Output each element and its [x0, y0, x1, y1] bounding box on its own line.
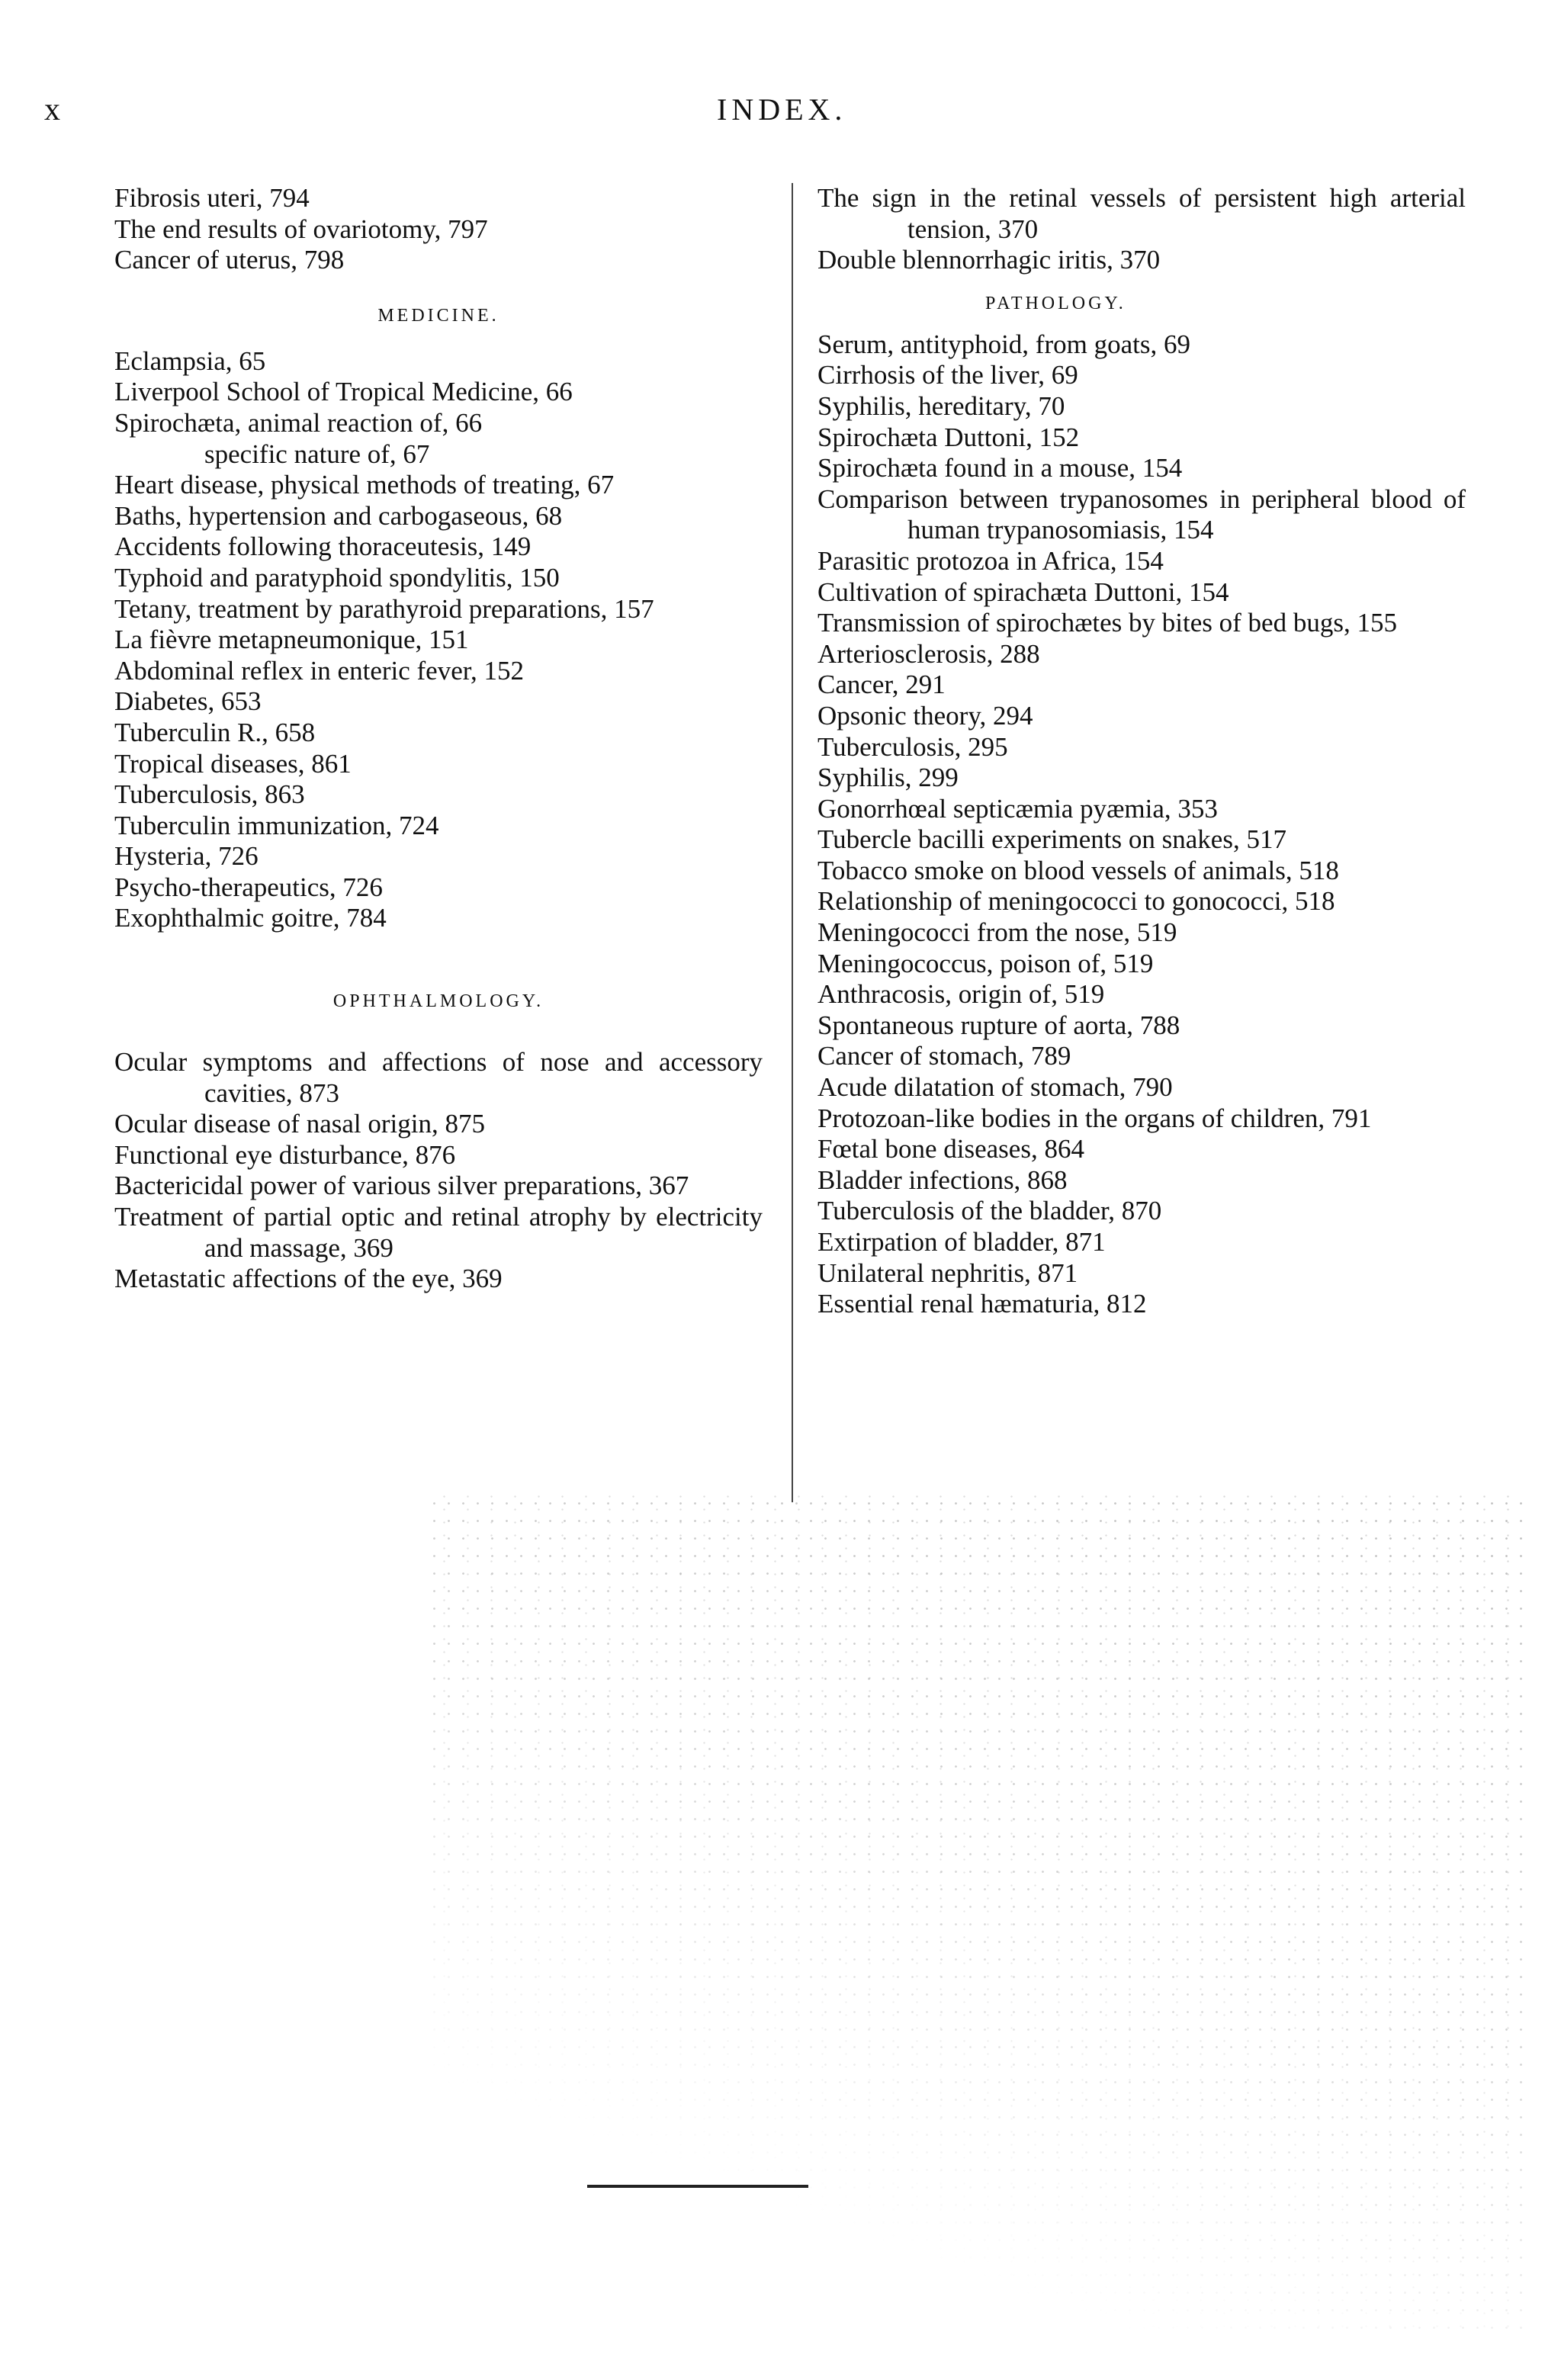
page-header [0, 92, 1561, 137]
left-top-entries [114, 183, 763, 276]
index-entry: Bladder infections, 868 [817, 1164, 1068, 1195]
index-entry: Serum, antityphoid, from goats, 69 [817, 329, 1190, 359]
index-entry: Relationship of meningococci to gonococci, 518 [817, 886, 1335, 917]
index-entry: Cancer, 291 [817, 670, 946, 700]
index-entry: Fœtal bone diseases, 864 [817, 1134, 1084, 1164]
index-subentry: specific nature of, 67 [204, 438, 430, 469]
index-entry: Protozoan-like bodies in the organs of children, 791 [817, 1103, 1372, 1133]
index-entry: Spirochæta Duttoni, 152 [817, 422, 1080, 452]
running-title: INDEX. [717, 92, 847, 127]
section-heading-pathology: PATHOLOGY. [985, 293, 1126, 313]
index-entry: Tobacco smoke on blood vessels of animals, 518 [817, 855, 1339, 885]
index-entry: Comparison between trypanosomes in peripheral blood of human trypanosomiasis, 154 [817, 483, 1466, 545]
index-entry: Spirochæta found in a mouse, 154 [817, 453, 1183, 483]
index-entry: Anthracosis, origin of, 519 [817, 979, 1105, 1010]
index-entry: Cancer of stomach, 789 [817, 1041, 1071, 1071]
ophthalmology-entries [114, 1047, 763, 1295]
index-entry: Spontaneous rupture of aorta, 788 [817, 1010, 1180, 1040]
index-entry: Diabetes, 653 [114, 686, 262, 717]
index-entry: Typhoid and paratyphoid spondylitis, 150 [114, 562, 560, 593]
medicine-entries [114, 346, 763, 934]
index-entry: Transmission of spirochætes by bites of bed bugs, 155 [817, 608, 1397, 638]
right-top-entries [817, 183, 1466, 276]
index-entry: Meningococci from the nose, 519 [817, 917, 1177, 948]
index-entry: Abdominal reflex in enteric fever, 152 [114, 655, 524, 686]
index-entry: Tetany, treatment by parathyroid preparations, 157 [114, 593, 654, 624]
index-entry: La fièvre metapneumonique, 151 [114, 625, 469, 655]
index-entry: Tuberculin R., 658 [114, 717, 316, 747]
scan-speckle-noise [427, 1495, 1525, 2333]
index-entry: Exophthalmic goitre, 784 [114, 903, 387, 933]
index-entry: Tubercle bacilli experiments on snakes, 517 [817, 824, 1286, 855]
index-entry: Fibrosis uteri, 794 [114, 183, 310, 213]
index-entry: Acude dilatation of stomach, 790 [817, 1072, 1173, 1103]
index-entry: Metastatic affections of the eye, 369 [114, 1264, 503, 1294]
index-entry: Meningococcus, poison of, 519 [817, 948, 1154, 978]
column-divider [792, 183, 793, 1502]
index-entry: Cirrhosis of the liver, 69 [817, 360, 1078, 390]
index-entry: Syphilis, 299 [817, 763, 959, 793]
index-entry: Arteriosclerosis, 288 [817, 638, 1040, 669]
index-entry: Ocular disease of nasal origin, 875 [114, 1109, 485, 1139]
page-number: x [44, 92, 60, 127]
index-entry: Spirochæta, animal reaction of, 66 [114, 407, 483, 438]
index-entry: Liverpool School of Tropical Medicine, 66 [114, 377, 573, 407]
index-entry: The end results of ovariotomy, 797 [114, 214, 488, 244]
index-entry: Tuberculosis, 863 [114, 779, 305, 810]
section-heading-ophthalmology: OPHTHALMOLOGY. [332, 991, 544, 1012]
index-entry: Hysteria, 726 [114, 841, 259, 872]
index-entry: Cultivation of spirachæta Duttoni, 154 [817, 577, 1229, 607]
pathology-entries [817, 329, 1466, 1320]
index-entry: The sign in the retinal vessels of persistent high arterial tension, 370 [817, 183, 1466, 244]
index-entry: Heart disease, physical methods of treating, 67 [114, 470, 615, 500]
index-entry: Baths, hypertension and carbogaseous, 68 [114, 500, 563, 531]
index-entry: Ocular symptoms and affections of nose and accessory cavities, 873 [114, 1047, 763, 1108]
index-entry: Opsonic theory, 294 [817, 700, 1033, 731]
index-entry: Double blennorrhagic iritis, 370 [817, 245, 1161, 275]
index-entry: Tuberculosis of the bladder, 870 [817, 1196, 1162, 1226]
index-entry: Tuberculin immunization, 724 [114, 810, 439, 840]
index-entry: Eclampsia, 65 [114, 345, 266, 376]
index-entry: Essential renal hæmaturia, 812 [817, 1289, 1147, 1319]
index-entry: Parasitic protozoa in Africa, 154 [817, 545, 1164, 576]
left-column [114, 183, 763, 1295]
index-entry: Functional eye disturbance, 876 [114, 1139, 456, 1170]
index-entry: Bactericidal power of various silver preparations, 367 [114, 1171, 689, 1201]
index-entry: Syphilis, hereditary, 70 [817, 390, 1065, 421]
index-entry: Tuberculosis, 295 [817, 731, 1008, 762]
index-entry: Gonorrhœal septicæmia pyæmia, 353 [817, 793, 1218, 824]
index-entry: Unilateral nephritis, 871 [817, 1257, 1078, 1288]
right-column [817, 183, 1466, 1320]
index-entry: Cancer of uterus, 798 [114, 245, 345, 275]
index-entry: Psycho-therapeutics, 726 [114, 872, 383, 902]
section-heading-medicine: MEDICINE. [377, 305, 499, 326]
index-entry: Tropical diseases, 861 [114, 748, 352, 779]
index-entry: Extirpation of bladder, 871 [817, 1227, 1106, 1257]
index-entry: Accidents following thoraceutesis, 149 [114, 532, 532, 562]
index-entry: Treatment of partial optic and retinal atrophy by electricity and massage, 369 [114, 1202, 763, 1263]
bottom-rule [587, 2185, 808, 2188]
